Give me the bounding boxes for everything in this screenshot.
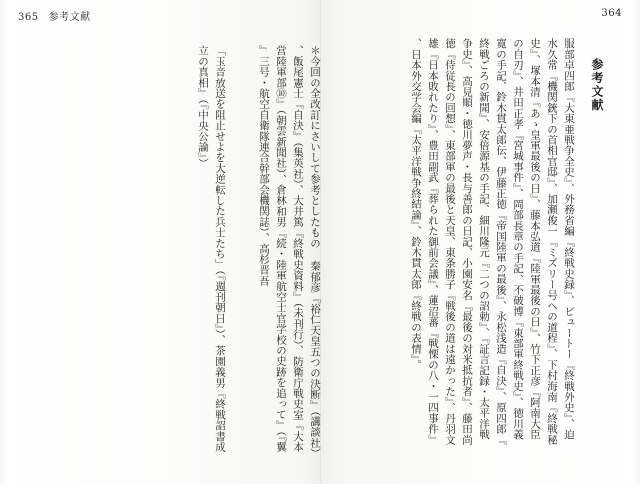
right-page: [320, 0, 640, 484]
references-body: 服部卓四郎『大東亜戦争全史』、外務省編『終戦史録』、ビュートー『終戦外史』、迫水久常『機関銃下の首相官邸』、加瀬俊一『ミズリー号への道程』、下村海南『終戦秘史』、塚本清『あゝ皇軍最後の日』、藤本弘道『陸軍最後の日』、竹下正彦『阿南大臣の自刃』、井田正孝『宮城事件』、岡部長章の手記、不破博『東部軍終戦史』、徳川義寛の手記、鈴木貫太郎伝、伊藤正徳『帝国陸軍の最後』、永松浅造『自決』、原四郎『終戦ごろの新聞』、安倍源基の手記、細川隆元『二つの詔勅』、『証言記録・太平洋戦争史』、高見順・徳川夢声・長与善郎の日記、小園安名『最後の対米抵抗者』、藤田尚徳『侍従長の回想』、東部軍の最後と天皇、東条勝子『戦後の道は遠かった』、丹羽文雄『日本敗れたり』、豊田副武『葬られた御前会議』、蓮沼蕃『戦慄の八・一四事件』、日本外交学会編『太平洋戦争終結論』、鈴木貫太郎『終戦の表情』。: [410, 38, 575, 445]
section-heading: 参考文献: [590, 58, 604, 112]
left-page-notes-continued: 「玉音放送を阻止せよを大逆転した兵士たち」（『週刊朝日』）、茶園義男『終戦詔書成立の真相』（『中央公論』）: [197, 45, 226, 452]
right-running-head: [601, 8, 622, 19]
left-running-head-title: 参考文献: [48, 12, 91, 23]
left-running-head: [18, 8, 91, 23]
left-page-notes-block: ＊今回の全改訂にさいして参考としたもの 秦郁彦『裕仁天皇五つの決断』（講談社）、飯尾憲士『自決』（集英社）、大井篤『終戦史資料』（未刊行）、防衛庁戦史室『大本営陸軍部⑩』（朝雲新聞社）、倉林和男『続・陸軍航空士官学校の史跡を追って』（『翼』三号・航空自衛隊連合幹部会機関誌）、高杉晋吾: [258, 45, 321, 454]
right-page-number: 364: [601, 8, 622, 19]
left-page-number: 365: [18, 12, 39, 23]
